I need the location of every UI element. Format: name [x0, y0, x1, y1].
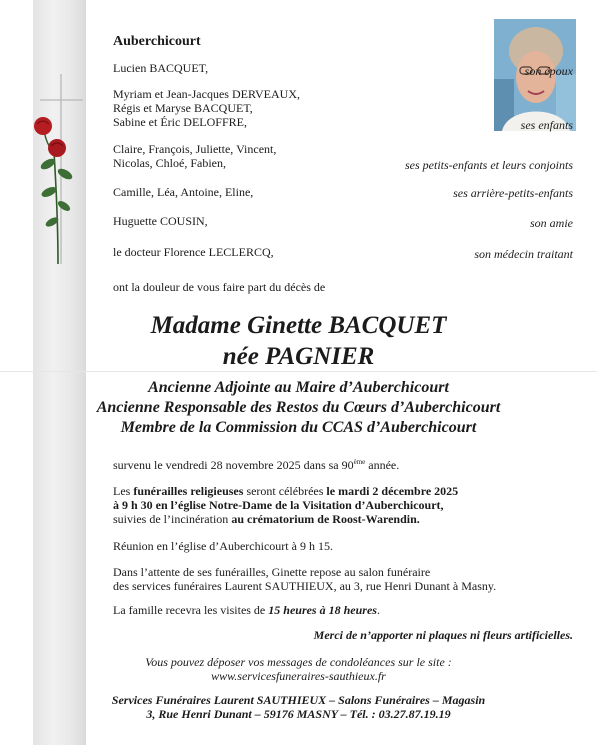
family-great-grandchildren: Camille, Léa, Antoine, Eline, — [113, 185, 254, 199]
footer-company: Services Funéraires Laurent SAUTHIEUX – Salons Funéraires – Magasin — [111, 693, 486, 707]
fold-line — [0, 371, 597, 372]
relation-children: ses enfants — [520, 118, 573, 132]
flowers-note: Merci de n’apporter ni plaques ni fleurs artificielles. — [313, 628, 573, 642]
intro-text: ont la douleur de vous faire part du décès de — [113, 280, 326, 294]
rest-info: Dans l’attente de ses funérailles, Ginette repose au salon funéraire des services funéraires Laurent SAUTHIEUX, au 3, rue Henri Dunant à Masny. — [113, 565, 497, 593]
funeral-info: Les funérailles religieuses seront célébrées le mardi 2 décembre 2025 à 9 h 30 en l’église Notre-Dame de la Visitation d’Auberchicourt, suivies de l’incinération au crématorium de Roost-Warendin. — [113, 484, 459, 526]
visits-info: La famille recevra les visites de 15 heures à 18 heures. — [113, 603, 380, 617]
relation-doctor: son médecin traitant — [474, 247, 573, 261]
relation-great-grandchildren: ses arrière-petits-enfants — [453, 186, 573, 200]
condolences-url[interactable]: www.servicesfuneraires-sauthieux.fr — [211, 669, 386, 683]
footer-address: 3, Rue Henri Dunant – 59176 MASNY – Tél. : 03.27.87.19.19 — [146, 707, 451, 721]
town-heading: Auberchicourt — [113, 34, 201, 49]
death-notice: survenu le vendredi 28 novembre 2025 dans sa 90ème année. — [113, 458, 400, 472]
family-grandchildren-2: Nicolas, Chloé, Fabien, — [113, 156, 226, 170]
condolences-line: Vous pouvez déposer vos messages de condoléances sur le site : — [145, 655, 452, 669]
family-doctor: le docteur Florence LECLERCQ, — [113, 245, 274, 259]
relation-spouse: son époux — [524, 64, 573, 78]
deceased-maiden-name: née PAGNIER — [222, 343, 375, 370]
deceased-name: Madame Ginette BACQUET — [150, 312, 447, 339]
relation-friend: son amie — [530, 216, 573, 230]
family-child-1: Myriam et Jean-Jacques DERVEAUX, — [113, 87, 300, 101]
family-grandchildren-1: Claire, François, Juliette, Vincent, — [113, 142, 277, 156]
rose-cross-icon — [28, 74, 88, 274]
relation-grandchildren: ses petits-enfants et leurs conjoints — [405, 158, 573, 172]
family-lucien: Lucien BACQUET, — [113, 61, 209, 75]
role-2: Ancienne Responsable des Restos du Cœurs d’Auberchicourt — [96, 399, 501, 416]
meeting-info: Réunion en l’église d’Auberchicourt à 9 h 15. — [113, 539, 333, 553]
family-child-3: Sabine et Éric DELOFFRE, — [113, 115, 247, 129]
family-friend: Huguette COUSIN, — [113, 214, 208, 228]
role-1: Ancienne Adjointe au Maire d’Auberchicourt — [148, 379, 449, 396]
role-3: Membre de la Commission du CCAS d’Auberchicourt — [120, 419, 477, 436]
family-child-2: Régis et Maryse BACQUET, — [113, 101, 253, 115]
